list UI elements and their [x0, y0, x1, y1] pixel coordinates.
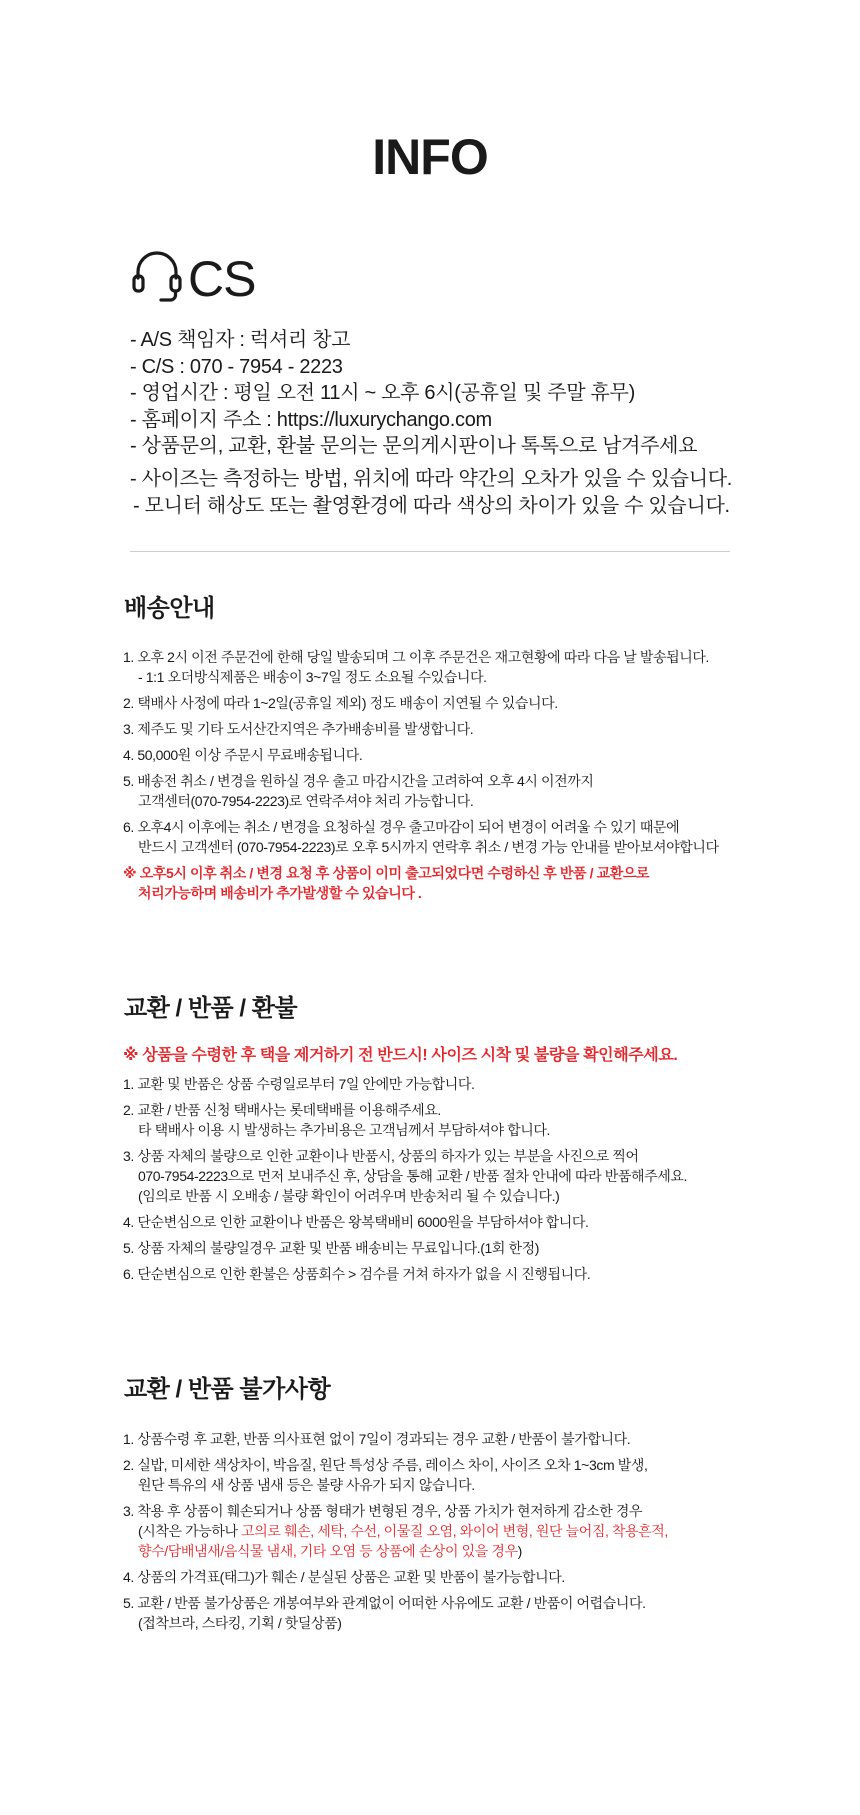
- sub-suffix: ): [517, 1543, 522, 1559]
- cs-label: CS: [188, 250, 256, 307]
- list-item-sub: (접착브라, 스타킹, 기획 / 핫딜상품): [138, 1615, 342, 1631]
- list-item-text: 6. 오후4시 이후에는 취소 / 변경을 요청하실 경우 출고마감이 되어 변경이 어려울 수 있기 때문에: [123, 819, 680, 835]
- shipping-list: [123, 647, 719, 909]
- list-item-text: 4. 상품의 가격표(태그)가 훼손 / 분실된 상품은 교환 및 반품이 불가능합니다.: [123, 1569, 565, 1585]
- cs-header: [130, 248, 255, 309]
- section-divider: [130, 551, 730, 552]
- list-item: [123, 1146, 687, 1206]
- cs-note-size: - 사이즈는 측정하는 방법, 위치에 따라 약간의 오차가 있을 수 있습니다.: [130, 468, 732, 490]
- list-item-text: 1. 상품수령 후 교환, 반품 의사표현 없이 7일이 경과되는 경우 교환 / 반품이 불가합니다.: [123, 1431, 631, 1447]
- list-item: [123, 693, 719, 713]
- list-item: [123, 1100, 687, 1140]
- list-item: [123, 1567, 668, 1587]
- list-item-text: 1. 교환 및 반품은 상품 수령일로부터 7일 안에만 가능합니다.: [123, 1076, 475, 1092]
- sub-red-text: 고의로 훼손, 세탁, 수선, 이물질 오염, 와이어 변형, 원단 늘어짐, 착용흔적,: [241, 1523, 668, 1539]
- list-item: [123, 745, 719, 765]
- list-item-sub: 반드시 고객센터 (070-7954-2223)로 오후 5시까지 연락후 취소 / 변경 가능 안내를 받아보셔야합니다: [138, 839, 719, 855]
- cs-line-hours: - 영업시간 : 평일 오전 11시 ~ 오후 6시(공휴일 및 주말 휴무): [130, 382, 635, 404]
- list-item-sub: 고객센터(070-7954-2223)로 연락주셔야 처리 가능합니다.: [138, 793, 474, 809]
- list-item-sub: [123, 1541, 668, 1561]
- list-item: [123, 719, 719, 739]
- list-item: [123, 817, 719, 857]
- warning-line: ※ 오후5시 이후 취소 / 변경 요청 후 상품이 이미 출고되었다면 수령하신 후 반품 / 교환으로: [123, 865, 650, 881]
- warning-line: 처리가능하며 배송비가 추가발생할 수 있습니다 .: [138, 885, 422, 901]
- list-item-text: 5. 교환 / 반품 불가상품은 개봉여부와 관계없이 어떠한 사유에도 교환 / 반품이 어렵습니다.: [123, 1595, 646, 1611]
- list-item: [123, 1455, 668, 1495]
- list-item-text: 2. 택배사 사정에 따라 1~2일(공휴일 제외) 정도 배송이 지연될 수 있습니다.: [123, 695, 558, 711]
- list-item: [123, 1074, 687, 1094]
- list-item: [123, 1212, 687, 1232]
- list-item-text: 4. 50,000원 이상 주문시 무료배송됩니다.: [123, 747, 363, 763]
- cs-note-color: - 모니터 해상도 또는 촬영환경에 따라 색상의 차이가 있을 수 있습니다.: [133, 494, 730, 517]
- cs-line-inquiry: - 상품문의, 교환, 환불 문의는 문의게시판이나 톡톡으로 남겨주세요: [130, 435, 698, 457]
- shipping-warning: [123, 863, 719, 903]
- list-item-text: 2. 교환 / 반품 신청 택배사는 롯데택배를 이용해주세요.: [123, 1102, 441, 1118]
- cs-line-manager: - A/S 책임자 : 럭셔리 창고: [130, 329, 351, 351]
- list-item: [123, 1429, 668, 1449]
- list-item: [123, 1593, 668, 1633]
- list-item: [123, 1264, 687, 1284]
- list-item-text: 6. 단순변심으로 인한 환불은 상품회수 > 검수를 거쳐 하자가 없을 시 진행됩니다.: [123, 1266, 591, 1282]
- list-item: [123, 647, 719, 687]
- list-item-text: 3. 상품 자체의 불량으로 인한 교환이나 반품시, 상품의 하자가 있는 부분을 사진으로 찍어: [123, 1148, 639, 1164]
- sub-red-text: 향수/담배냄새/음식물 냄새, 기타 오염 등 상품에 손상이 있을 경우: [138, 1543, 518, 1559]
- headset-icon: [130, 248, 184, 309]
- shipping-title: 배송안내: [124, 595, 215, 622]
- sub-prefix: (시착은 가능하나: [138, 1523, 242, 1539]
- exchange-list: [123, 1074, 687, 1284]
- cs-notes: [130, 466, 732, 519]
- exchange-title: 교환 / 반품 / 환불: [124, 995, 298, 1022]
- list-item-text: 5. 배송전 취소 / 변경을 원하실 경우 출고 마감시간을 고려하여 오후 4시 이전까지: [123, 773, 594, 789]
- no-exchange-list: [123, 1429, 668, 1639]
- list-item-text: 2. 실밥, 미세한 색상차이, 박음질, 원단 특성상 주름, 레이스 차이, 사이즈 오차 1~3cm 발생,: [123, 1457, 648, 1473]
- list-item-sub: 원단 특유의 새 상품 냄새 등은 불량 사유가 되지 않습니다.: [138, 1477, 475, 1493]
- list-item: [123, 771, 719, 811]
- exchange-warning: ※ 상품을 수령한 후 택을 제거하기 전 반드시! 사이즈 시착 및 불량을 확인해주세요.: [123, 1047, 678, 1064]
- cs-contact-lines: [130, 327, 697, 460]
- exchange-block: [123, 1046, 687, 1290]
- list-item-sub: 타 택배사 이용 시 발생하는 추가비용은 고객님께서 부담하셔야 합니다.: [138, 1122, 551, 1138]
- list-item-text: 3. 제주도 및 기타 도서산간지역은 추가배송비를 발생합니다.: [123, 721, 474, 737]
- cs-line-phone: - C/S : 070 - 7954 - 2223: [130, 355, 343, 378]
- list-item: [123, 1501, 668, 1561]
- list-item: [123, 1238, 687, 1258]
- list-item-sub: [123, 1521, 668, 1541]
- list-item-text: 4. 단순변심으로 인한 교환이나 반품은 왕복택배비 6000원을 부담하셔야 합니다.: [123, 1214, 589, 1230]
- page-title: INFO: [372, 129, 488, 185]
- cs-line-homepage: - 홈페이지 주소 : https://luxurychango.com: [130, 408, 492, 431]
- list-item-text: 5. 상품 자체의 불량일경우 교환 및 반품 배송비는 무료입니다.(1회 한정): [123, 1240, 540, 1256]
- list-item-sub: - 1:1 오더방식제품은 배송이 3~7일 정도 소요될 수있습니다.: [138, 669, 487, 685]
- list-item-text: 1. 오후 2시 이전 주문건에 한해 당일 발송되며 그 이후 주문건은 재고현황에 따라 다음 날 발송됩니다.: [123, 649, 709, 665]
- no-exchange-title: 교환 / 반품 불가사항: [124, 1376, 331, 1403]
- list-item-sub: 070-7954-2223으로 먼저 보내주신 후, 상담을 통해 교환 / 반품 절차 안내에 따라 반품해주세요.: [138, 1168, 687, 1184]
- list-item-text: 3. 착용 후 상품이 훼손되거나 상품 형태가 변형된 경우, 상품 가치가 현저하게 감소한 경우: [123, 1503, 643, 1519]
- list-item-sub: (임의로 반품 시 오배송 / 불량 확인이 어려우며 반송처리 될 수 있습니다.): [138, 1188, 560, 1204]
